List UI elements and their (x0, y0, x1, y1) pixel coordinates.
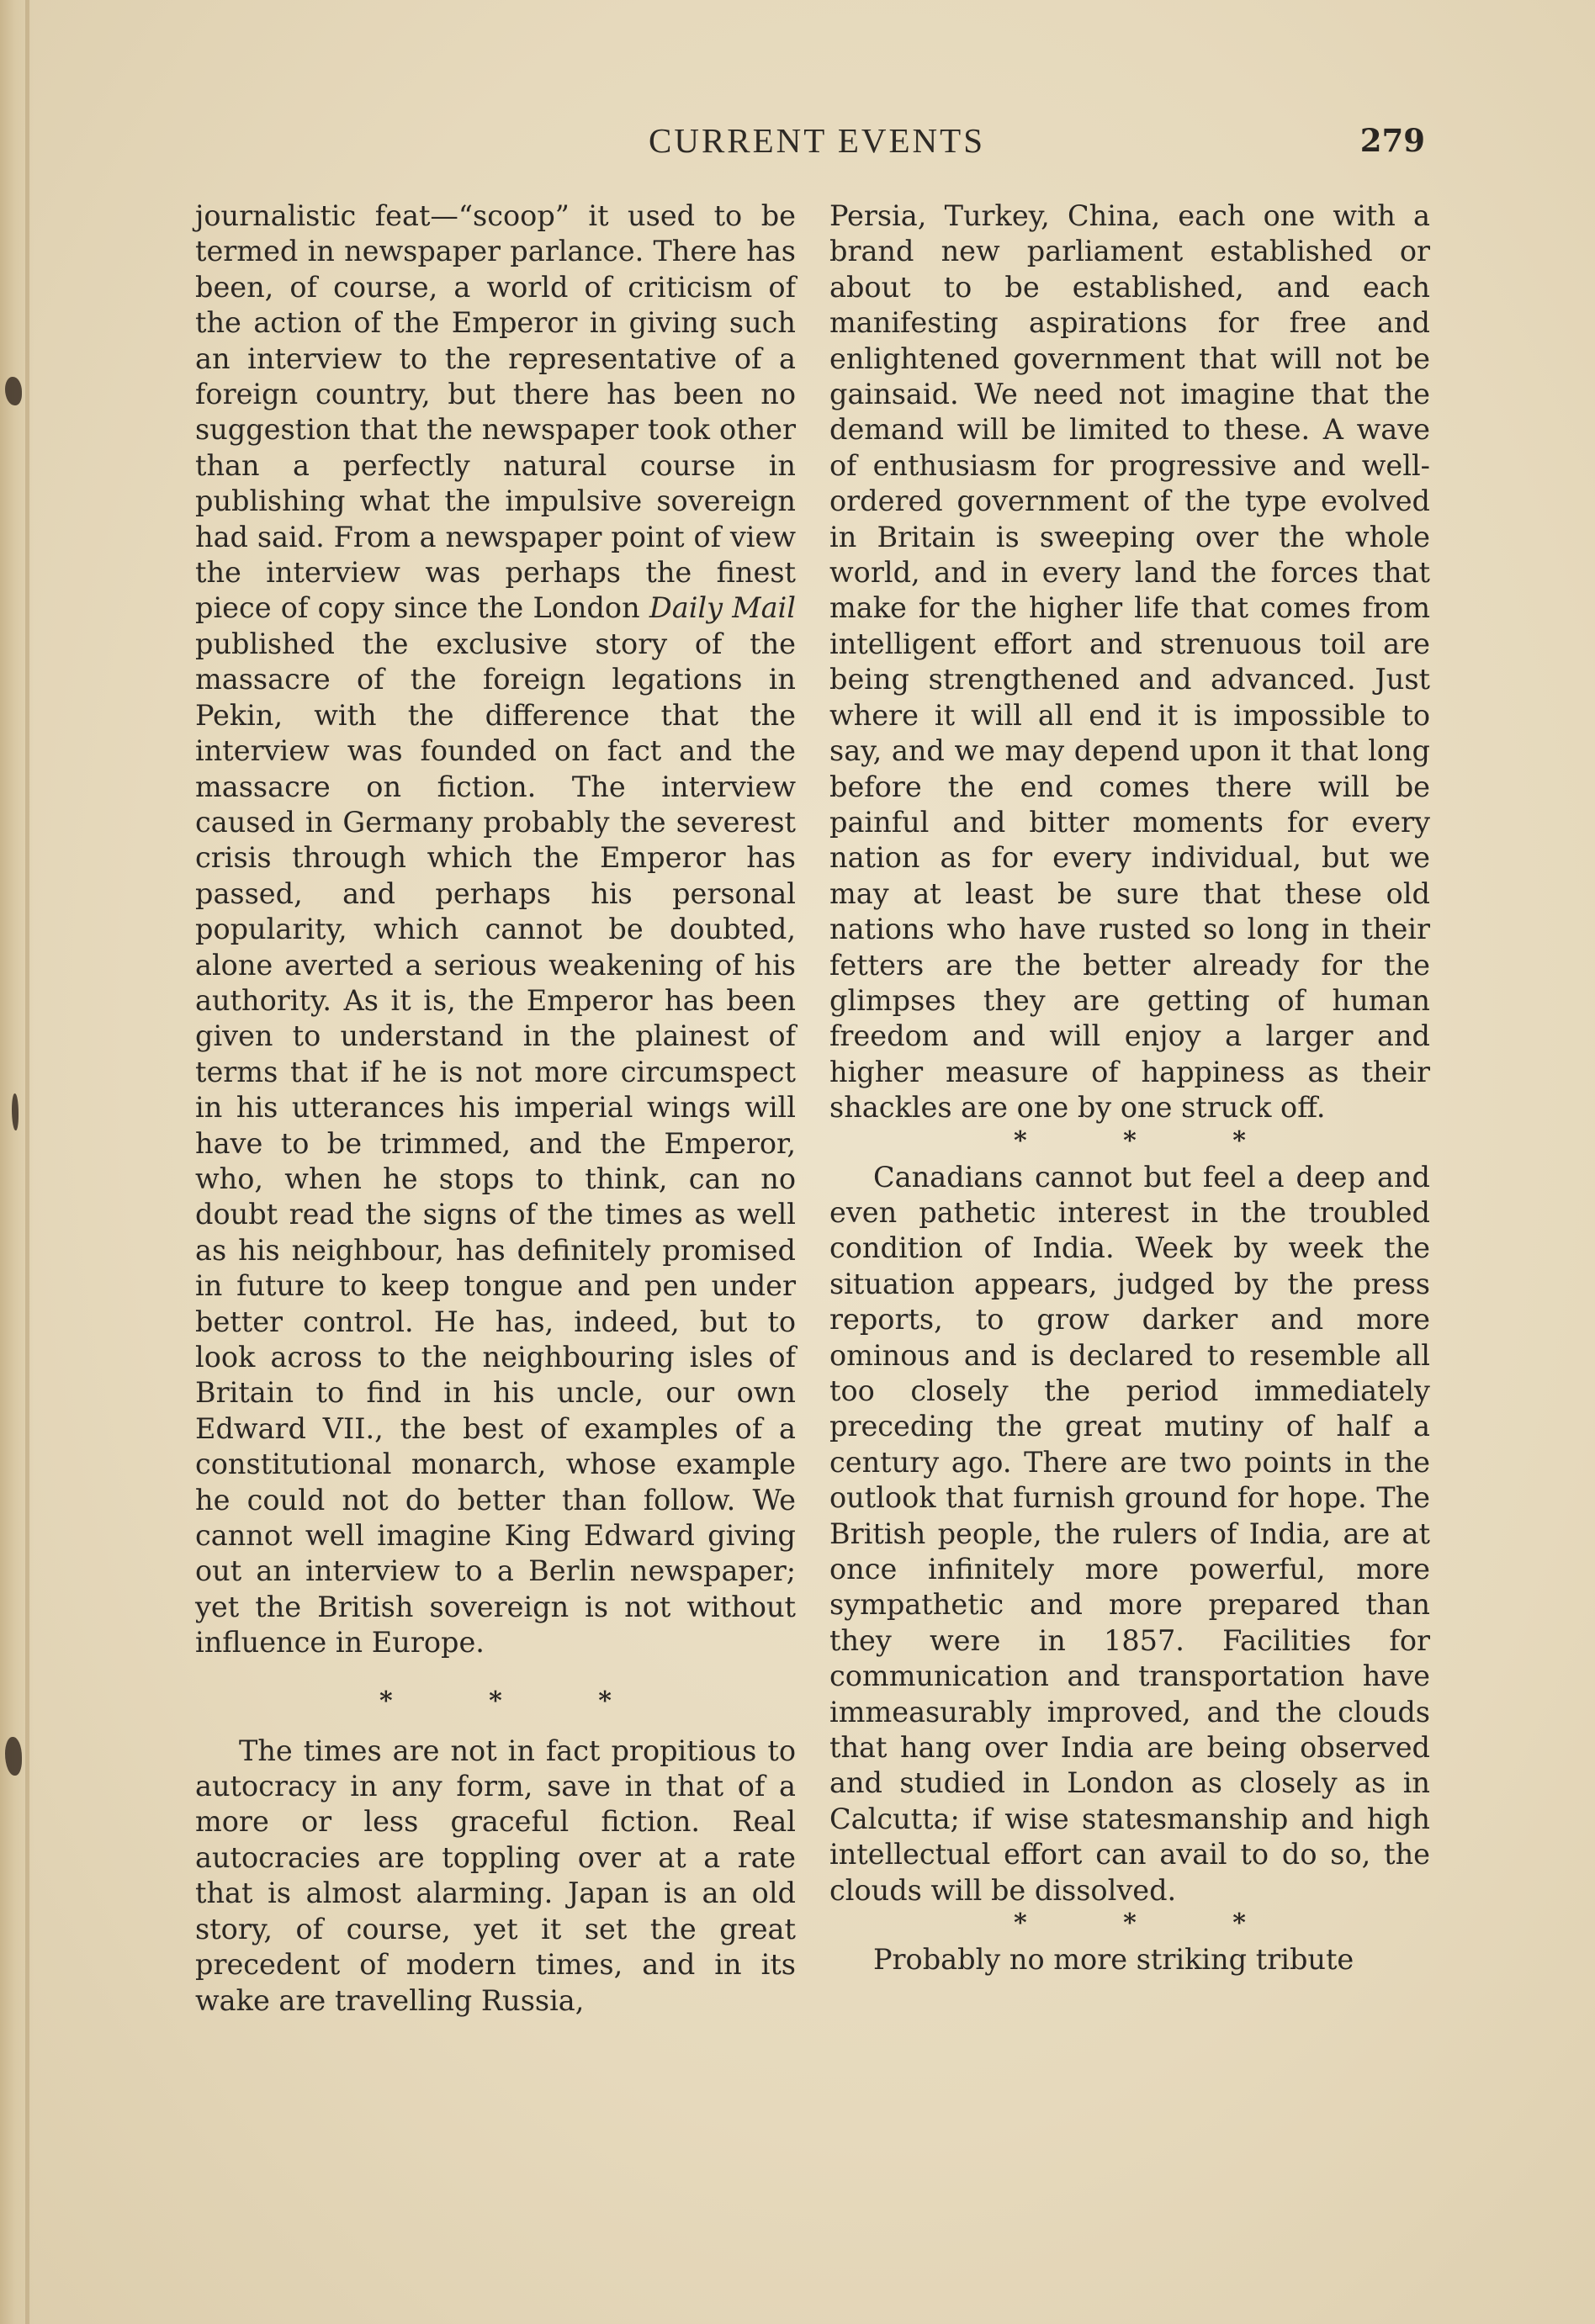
left-paragraph-1 (195, 199, 796, 1661)
left-paragraph-1-text-b: published the exclusive story of the massacre of the foreign legations in Pekin, with the difference that the interview was founded on fact and the massacre on fiction. The interview caused in Germany probably the severest crisis through which the Emperor has passed, and perhaps his personal popularity, which cannot be doubted, alone averted a serious weakening of his authority. As it is, the Emperor has been given to understand in the plainest of terms that if he is not more circumspect in his utterances his imperial wings will have to be trimmed, and the Emperor, who, when he stops to think, can no doubt read the signs of the times as well as his neighbour, has definitely promised in future to keep tongue and pen under better control. He has, indeed, but to look across to the neighbouring isles of Britain to find in his uncle, our own Edward VII., the best of examples of a constitutional monarch, whose example he could not do better than follow. We cannot well imagine King Edward giving out an interview to a Berlin newspaper; yet the British sovereign is not without influence in Europe. (195, 627, 796, 1660)
binding-line (25, 0, 29, 2324)
left-paragraph-2: The times are not in fact propitious to autocracy in any form, save in that of a more or less graceful fiction. Real autocracies are toppling over at a rate that is almost alarming. Japan is an old story, of course, yet it set the great precedent of modern times, and in its wake are travelling Russia, (195, 1734, 796, 2017)
left-column (195, 199, 796, 2019)
right-paragraph-2: Canadians cannot but feel a deep and even pathetic interest in the troubled condition of India. Week by week the situation appears, judged by the press reports, to grow darker and more ominous and is declared to resemble all too closely the period immediately preceding the great mutiny of half a century ago. There are two points in the outlook that furnish ground for hope. The British people, the rulers of India, are at once infinitely more powerful, more sympathetic and more prepared than they were in 1857. Facilities for communication and transportation have immeasurably improved, and the clouds that hang over India are being observed and studied in London as closely as in Calcutta; if wise statesmanship and high intellectual effort can avail to do so, the clouds will be dissolved. (829, 1160, 1430, 1907)
right-column (829, 199, 1430, 1978)
left-paragraph-1-text-a: journalistic feat—“scoop” it used to be termed in newspaper parlance. There has been, of course, a world of criticism of the action of the Emperor in giving such an interview to the representative of a foreign country, but there has been no suggestion that the newspaper took other than a perfectly natural course in publishing what the impulsive sovereign had said. From a newspaper point of view the interview was perhaps the finest piece of copy since the London (195, 199, 796, 625)
section-separator: * * * (379, 1686, 655, 1716)
section-separator: * * * (1014, 1908, 1290, 1939)
binding-thread-mark (12, 1093, 19, 1130)
newspaper-title: Daily Mail (649, 591, 796, 625)
binding-thread-mark (5, 377, 22, 405)
right-paragraph-1: Persia, Turkey, China, each one with a brand new parliament established or about to be established, and each manifesting aspirations for free and enlightened government that will not be gainsaid. We need not imagine that the demand will be limited to these. A wave of enthusiasm for progressive and well-ordered government of the type evolved in Britain is sweeping over the whole world, and in every land the forces that make for the higher life that comes from intelligent effort and strenuous toil are being strengthened and advanced. Just where it will all end it is impossible to say, and we may depend upon it that long before the end comes there will be painful and bitter moments for every nation as for every individual, but we may at least be sure that these old nations who have rusted so long in their fetters are the better already for the glimpses they are getting of human freedom and will enjoy a larger and higher measure of happiness as their shackles are one by one struck off. (829, 199, 1430, 1125)
page-header (195, 119, 1439, 161)
section-separator: * * * (1014, 1125, 1290, 1156)
page-number: 279 (1359, 122, 1425, 159)
running-head: CURRENT EVENTS (648, 121, 985, 160)
binding-thread-mark (5, 1737, 22, 1776)
right-paragraph-3: Probably no more striking tribute (873, 1943, 1354, 1977)
